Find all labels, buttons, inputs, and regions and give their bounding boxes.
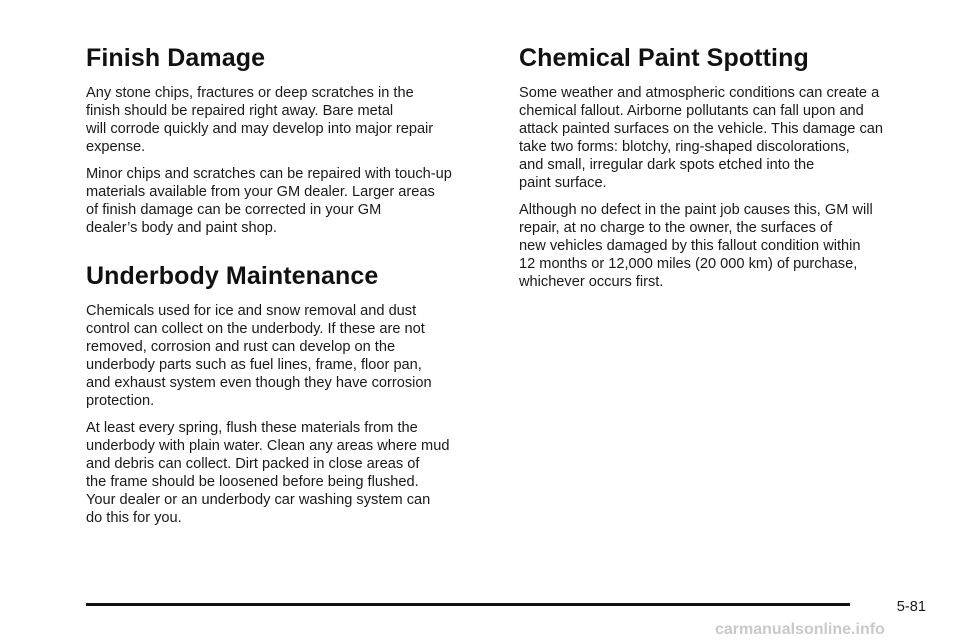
text-line: protection. <box>86 393 155 409</box>
text-line: underbody parts such as fuel lines, frame, floor pan, <box>86 357 422 373</box>
text-line: the frame should be loosened before being flushed. <box>86 474 419 490</box>
underbody-paragraph-1 <box>86 302 502 410</box>
text-line: control can collect on the underbody. If these are not <box>86 321 425 337</box>
text-line: expense. <box>86 139 146 155</box>
underbody-paragraph-2 <box>86 419 502 527</box>
text-line: do this for you. <box>86 510 182 526</box>
chemical-paint-paragraph-1 <box>519 84 939 192</box>
text-line: take two forms: blotchy, ring-shaped discolorations, <box>519 139 850 155</box>
text-line: chemical fallout. Airborne pollutants can fall upon and <box>519 103 864 119</box>
finish-damage-heading: Finish Damage <box>86 44 266 72</box>
text-line: Any stone chips, fractures or deep scratches in the <box>86 85 414 101</box>
chemical-paint-paragraph-2 <box>519 201 939 291</box>
text-line: Your dealer or an underbody car washing system can <box>86 492 431 508</box>
page-number: 5-81 <box>896 599 926 615</box>
text-line: will corrode quickly and may develop into major repair <box>86 121 434 137</box>
text-line: and small, irregular dark spots etched into the <box>519 157 815 173</box>
text-line: 12 months or 12,000 miles (20 000 km) of purchase, <box>519 256 858 272</box>
text-line: of finish damage can be corrected in your GM <box>86 202 382 218</box>
text-line: finish should be repaired right away. Bare metal <box>86 103 394 119</box>
text-line: Although no defect in the paint job causes this, GM will <box>519 202 873 218</box>
text-line: Chemicals used for ice and snow removal and dust <box>86 303 417 319</box>
finish-damage-paragraph-2 <box>86 165 502 237</box>
section-spacer <box>86 246 502 260</box>
text-line: Minor chips and scratches can be repaired with touch-up <box>86 166 452 182</box>
text-line: repair, at no charge to the owner, the surfaces of <box>519 220 833 236</box>
text-line: underbody with plain water. Clean any areas where mud <box>86 438 450 454</box>
left-column <box>86 42 502 536</box>
watermark: carmanualsonline.info <box>715 621 885 638</box>
underbody-maintenance-heading: Underbody Maintenance <box>86 262 379 290</box>
text-line: At least every spring, flush these materials from the <box>86 420 418 436</box>
text-line: dealer’s body and paint shop. <box>86 220 277 236</box>
right-column <box>519 42 939 300</box>
text-line: paint surface. <box>519 175 607 191</box>
text-line: whichever occurs first. <box>519 274 664 290</box>
text-line: and exhaust system even though they have corrosion <box>86 375 432 391</box>
footer-rule <box>86 603 850 606</box>
text-line: and debris can collect. Dirt packed in close areas of <box>86 456 420 472</box>
text-line: removed, corrosion and rust can develop on the <box>86 339 396 355</box>
text-line: attack painted surfaces on the vehicle. This damage can <box>519 121 883 137</box>
text-line: new vehicles damaged by this fallout condition within <box>519 238 861 254</box>
finish-damage-paragraph-1 <box>86 84 502 156</box>
text-line: Some weather and atmospheric conditions can create a <box>519 85 880 101</box>
chemical-paint-spotting-heading: Chemical Paint Spotting <box>519 44 809 72</box>
text-line: materials available from your GM dealer. Larger areas <box>86 184 435 200</box>
